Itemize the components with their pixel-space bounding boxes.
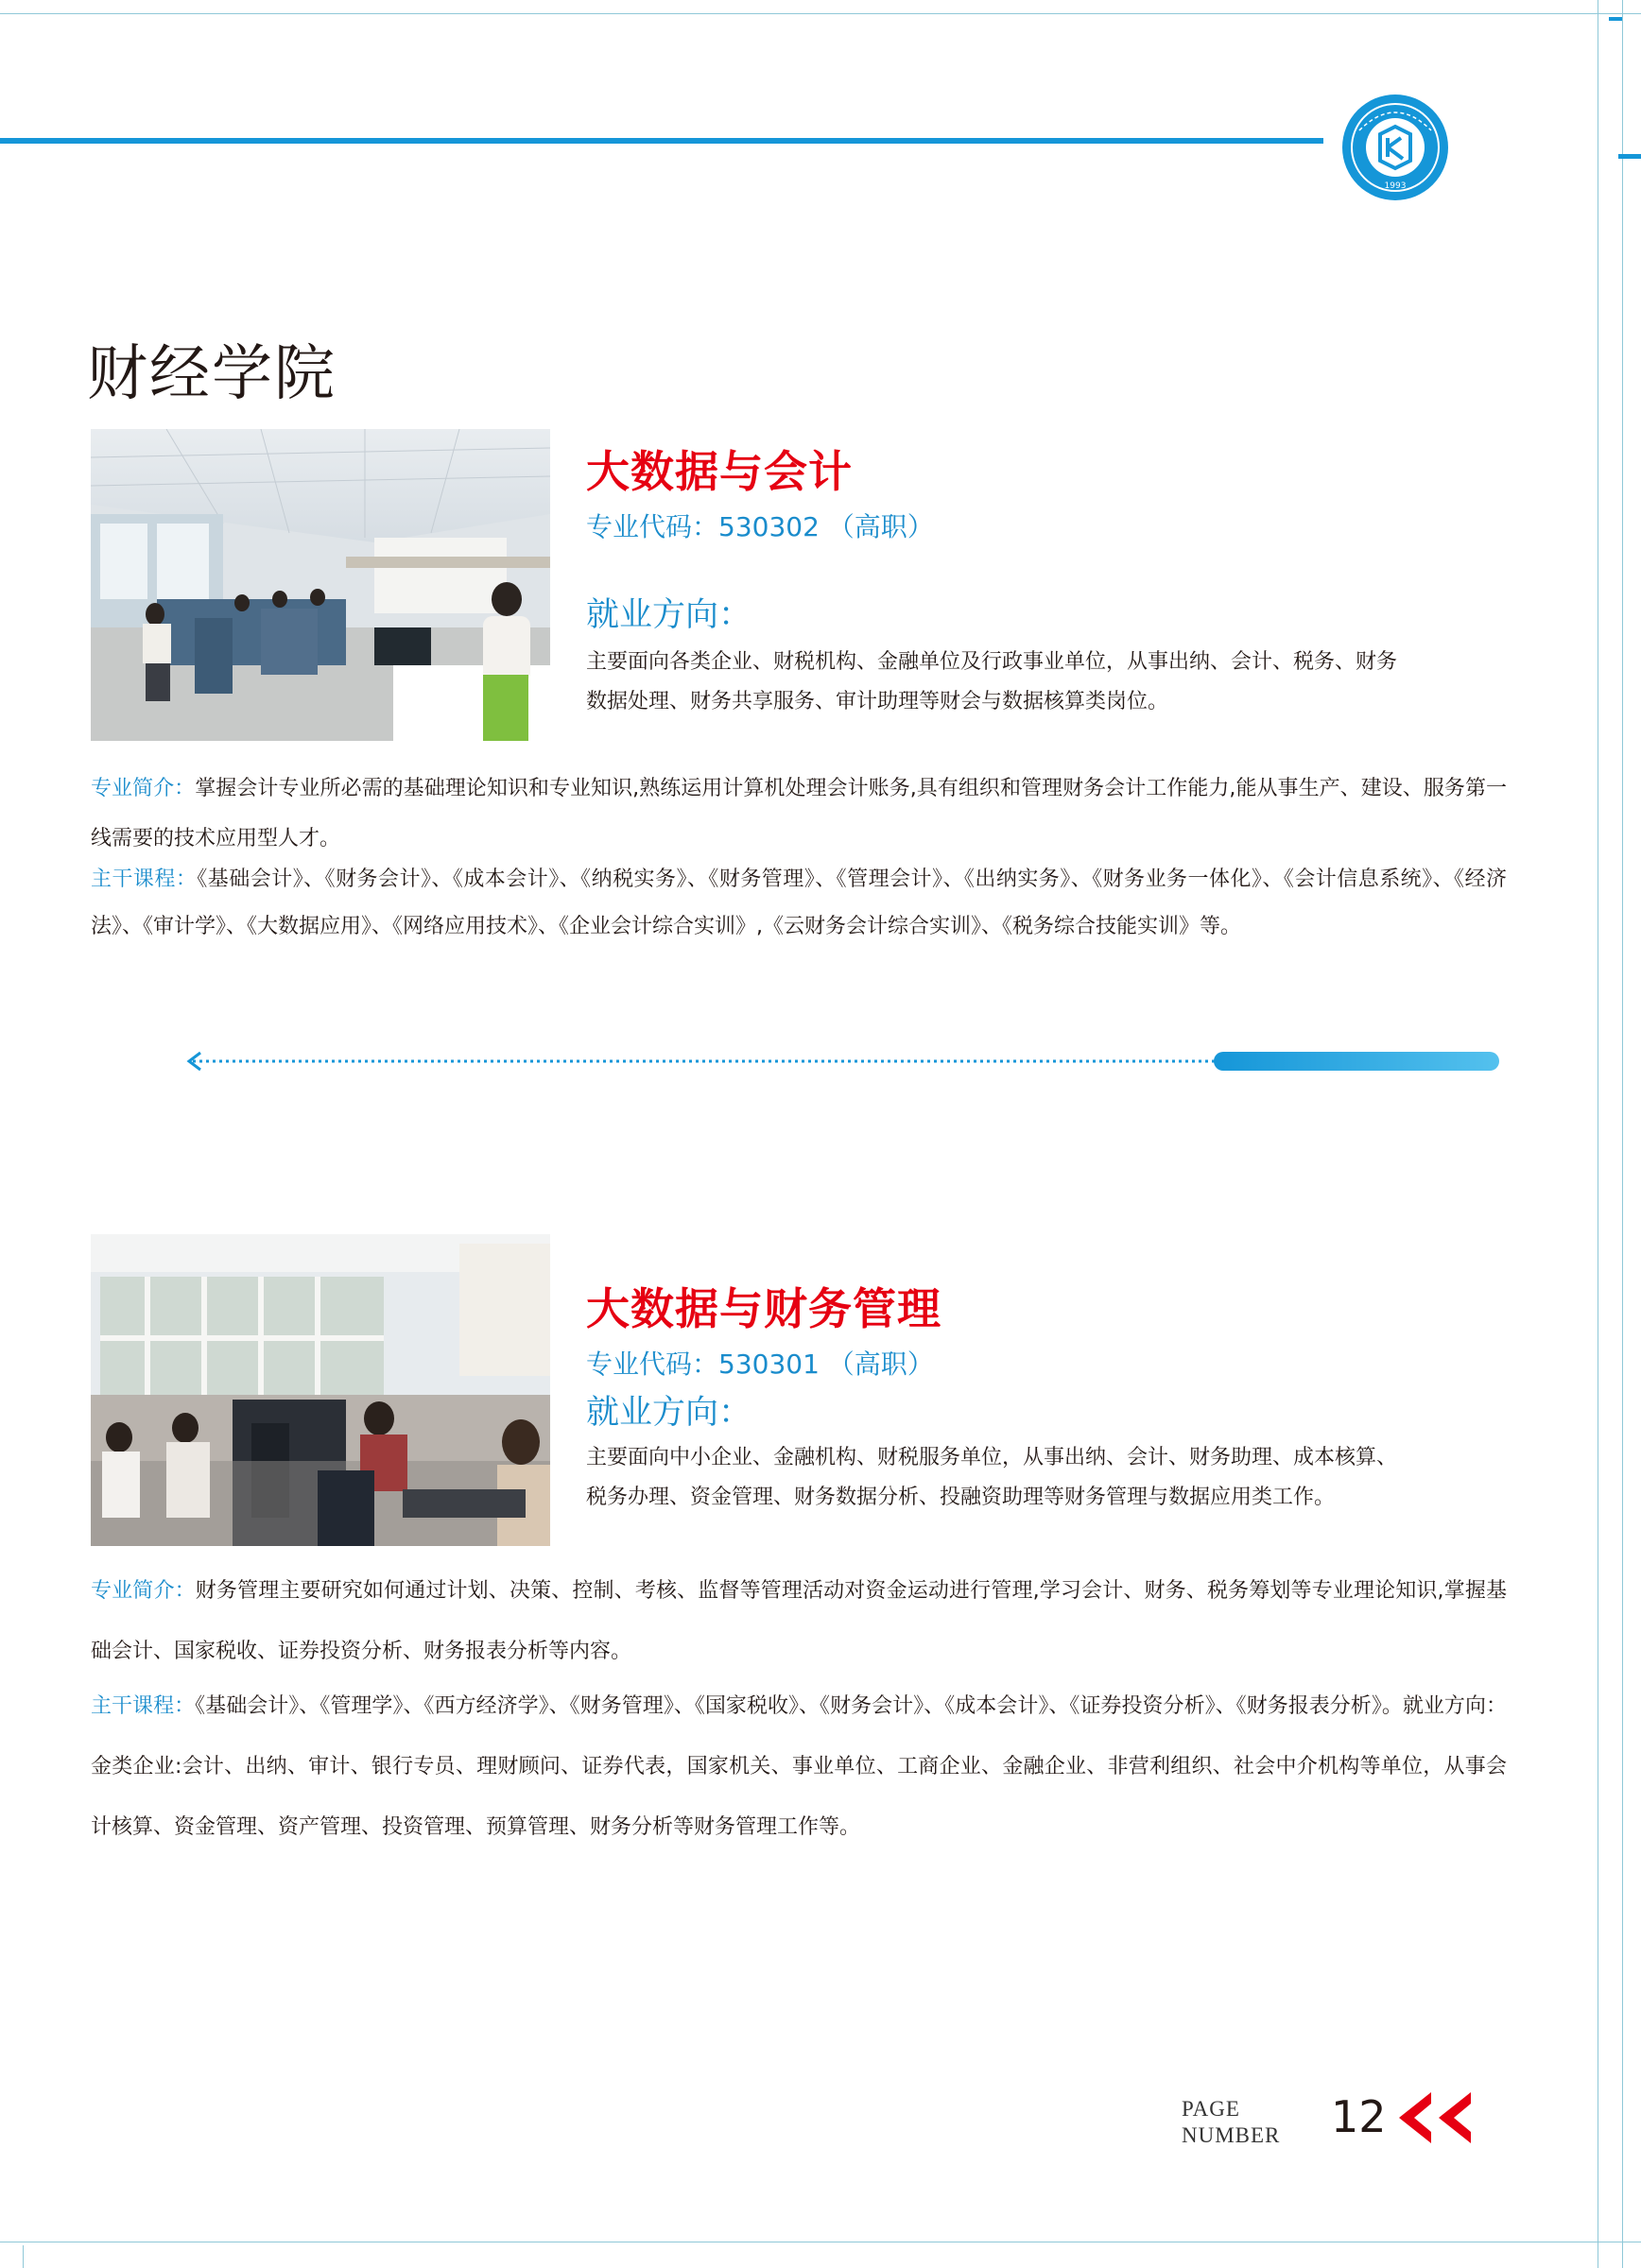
jobs-heading-1: 就业方向：	[586, 596, 752, 634]
courses-label-1: 主干课程：	[91, 868, 198, 891]
edge-tab	[1618, 154, 1641, 159]
college-logo	[1340, 93, 1450, 202]
jobs-heading-2: 就业方向：	[586, 1394, 752, 1432]
major-title-2: 大数据与财务管理	[586, 1283, 941, 1334]
intro-label-2: 专业简介：	[91, 1579, 196, 1603]
page-label	[1182, 2096, 1280, 2149]
trim-mark-bottom-left	[23, 2245, 24, 2268]
header-rule	[0, 138, 1323, 144]
intro-text-2: 财务管理主要研究如何通过计划、决策、控制、考核、监督等管理活动对资金运动进行管理,学习会计、财务、税务筹划等专业理论知识,掌握基础会计、国家税收、证券投资分析、财务报表分析等内容。	[91, 1579, 1507, 1663]
classroom-photo-2	[91, 1234, 550, 1546]
major-code-2: 专业代码：530301 （高职）	[586, 1349, 934, 1380]
courses-text-2: 《基础会计》、《管理学》、《西方经济学》、《财务管理》、《国家税收》、《财务会计》、《成本会计》、《证券投资分析》、《财务报表分析》。就业方向：金类企业:会计、出纳、审计、银行专员、理财顾问、证券代表，国家机关、事业单位、工商企业、金融企业、非营利组织、社会中介机构等单位，从事会计核算、资金管理、资产管理、投资管理、预算管理、财务分析等财务管理工作等。	[91, 1694, 1507, 1839]
section-divider	[185, 1047, 1499, 1075]
jobs-text-2	[586, 1438, 1531, 1518]
jobs-line-2-2: 税务办理、资金管理、财务数据分析、投融资助理等财务管理与数据应用类工作。	[586, 1486, 1336, 1509]
courses-paragraph-1	[91, 856, 1507, 951]
jobs-line-2-1: 主要面向中小企业、金融机构、财税服务单位，从事出纳、会计、财务助理、成本核算、	[586, 1446, 1398, 1469]
classroom-photo-1	[91, 429, 550, 741]
courses-label-2: 主干课程：	[91, 1694, 196, 1718]
intro-label-1: 专业简介：	[91, 777, 196, 800]
double-chevron-left-icon	[1397, 2090, 1475, 2145]
jobs-line-1-2: 数据处理、财务共享服务、审计助理等财会与数据核算类岗位。	[586, 690, 1169, 713]
jobs-text-1	[586, 643, 1531, 722]
intro-paragraph-1	[91, 764, 1507, 864]
edge-tab-top	[1609, 17, 1622, 21]
major-code-1: 专业代码：530302 （高职）	[586, 511, 934, 542]
intro-text-1: 掌握会计专业所必需的基础理论知识和专业知识,熟练运用计算机处理会计账务,具有组织和管理财务会计工作能力,能从事生产、建设、服务第一线需要的技术应用型人才。	[91, 777, 1507, 850]
department-title: 财经学院	[87, 339, 337, 409]
page-label-line-1: PAGE	[1182, 2097, 1240, 2121]
logo-year: 1993	[1384, 181, 1407, 191]
jobs-line-1-1: 主要面向各类企业、财税机构、金融单位及行政事业单位，从事出纳、会计、税务、财务	[586, 650, 1398, 674]
page-number: 12	[1331, 2091, 1387, 2142]
major-title-1: 大数据与会计	[586, 446, 853, 497]
courses-paragraph-2	[91, 1676, 1507, 1858]
trim-line-right-outer	[1622, 0, 1623, 2268]
courses-text-1: 《基础会计》、《财务会计》、《成本会计》、《纳税实务》、《财务管理》、《管理会计》、《出纳实务》、《财务业务一体化》、《会计信息系统》、《经济法》、《审计学》、《大数据应用》、《网络应用技术》、《企业会计综合实训》,《云财务会计综合实训》、《税务综合技能实训》等。	[91, 868, 1507, 938]
trim-line-top	[0, 13, 1641, 14]
page-label-line-2: NUMBER	[1182, 2123, 1281, 2147]
intro-paragraph-2	[91, 1561, 1507, 1682]
